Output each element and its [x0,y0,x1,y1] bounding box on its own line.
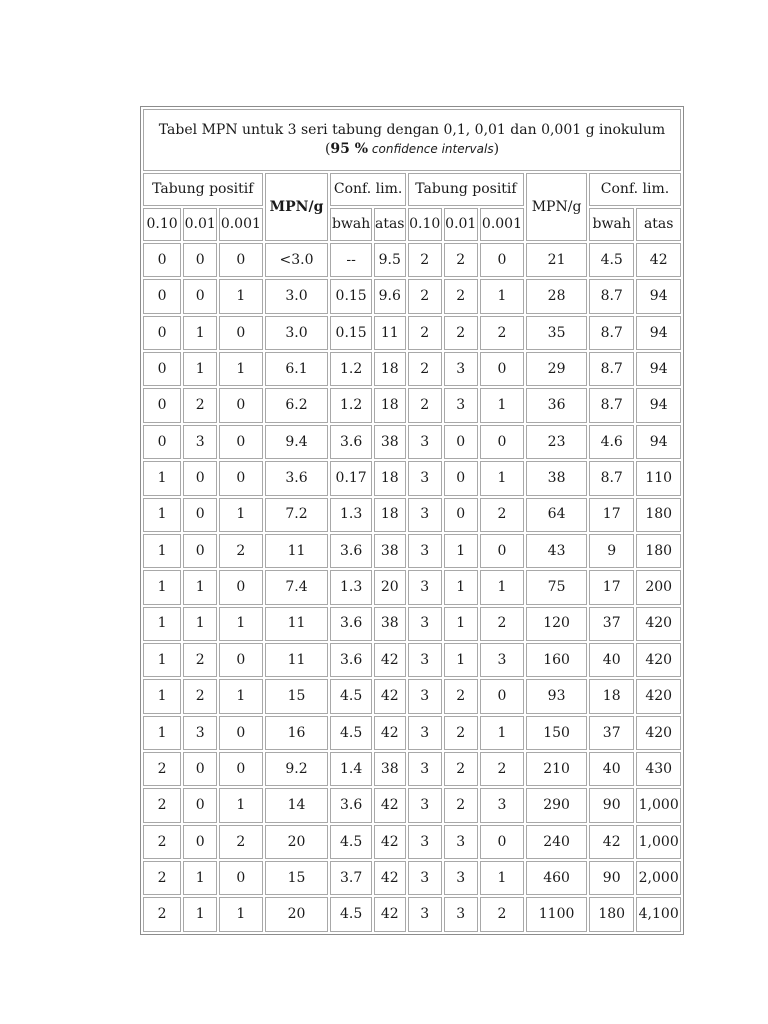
table-cell: 8.7 [589,352,634,386]
table-cell: 90 [589,861,634,895]
table-row [143,279,681,313]
table-cell: 4,100 [636,897,681,932]
table-cell: 1 [219,498,262,532]
table-row [143,825,681,859]
table-cell: 3.6 [265,461,329,495]
table-cell: 42 [374,716,406,750]
table-cell: 0 [143,279,181,313]
subheader-cell: atas [636,208,681,241]
table-cell: 3 [408,607,442,641]
table-cell: 3 [408,861,442,895]
table-cell: 0 [219,461,262,495]
header-mpn-left: MPN/g [265,173,329,241]
table-cell: 3 [408,461,442,495]
table-cell: 0 [143,352,181,386]
table-cell: 9.2 [265,752,329,786]
title-open-paren: ( [324,141,331,157]
table-cell: 3 [408,825,442,859]
table-cell: 1 [219,788,262,822]
table-cell: 1.4 [330,752,371,786]
table-cell: 0 [480,243,524,277]
header-conf-lim-left: Conf. lim. [330,173,405,206]
title-percent: 95 % [330,141,369,157]
table-cell: 1 [183,316,217,350]
table-cell: 420 [636,607,681,641]
mpn-document [140,106,684,935]
table-cell: 0 [444,461,478,495]
table-cell: 4.5 [330,897,371,932]
table-cell: 240 [526,825,587,859]
table-cell: 15 [265,679,329,713]
table-cell: 42 [374,788,406,822]
table-cell: 3 [444,897,478,932]
table-cell: 43 [526,534,587,568]
table-cell: 0 [219,643,262,677]
table-cell: 0 [480,825,524,859]
table-cell: 0 [480,425,524,459]
table-cell: 2 [143,825,181,859]
table-cell: 0 [183,461,217,495]
table-cell: 38 [526,461,587,495]
table-cell: 0 [219,425,262,459]
subheader-cell: 0.01 [444,208,478,241]
table-cell: 1 [143,461,181,495]
table-cell: 2 [219,534,262,568]
table-cell: 2 [444,752,478,786]
table-cell: 1 [143,607,181,641]
table-cell: 2 [408,316,442,350]
table-row [143,716,681,750]
table-row [143,643,681,677]
table-cell: 1 [143,498,181,532]
table-cell: 11 [265,643,329,677]
table-title [143,109,681,171]
table-cell: 17 [589,498,634,532]
table-cell: 290 [526,788,587,822]
table-cell: 0 [444,498,478,532]
table-cell: 3 [444,861,478,895]
table-cell: -- [330,243,371,277]
table-cell: 37 [589,716,634,750]
table-cell: 2 [143,752,181,786]
table-cell: 3.7 [330,861,371,895]
header-mpn-right: MPN/g [526,173,587,241]
table-cell: 3 [480,643,524,677]
table-cell: 2 [444,679,478,713]
table-cell: 0 [219,316,262,350]
table-cell: 1 [143,643,181,677]
table-row [143,861,681,895]
subheader-cell: bwah [589,208,634,241]
table-cell: 180 [636,498,681,532]
table-cell: 7.2 [265,498,329,532]
table-cell: 11 [374,316,406,350]
table-cell: 1 [480,461,524,495]
table-cell: 1 [480,570,524,604]
table-cell: 3.6 [330,643,371,677]
table-cell: 40 [589,752,634,786]
table-cell: 18 [374,352,406,386]
table-cell: 0 [143,425,181,459]
table-cell: 93 [526,679,587,713]
table-cell: 20 [265,825,329,859]
table-cell: 110 [636,461,681,495]
table-cell: 1 [480,861,524,895]
table-cell: 2 [480,498,524,532]
table-cell: 3 [408,752,442,786]
table-cell: 18 [374,461,406,495]
table-cell: 3 [408,679,442,713]
table-cell: 2 [480,316,524,350]
table-cell: 1 [480,716,524,750]
mpn-table [141,107,683,934]
table-cell: 0 [480,679,524,713]
table-cell: 0 [183,534,217,568]
table-cell: 3.6 [330,534,371,568]
table-cell: 94 [636,425,681,459]
table-cell: 1,000 [636,788,681,822]
table-cell: 21 [526,243,587,277]
table-cell: 1.2 [330,388,371,422]
table-cell: 9.6 [374,279,406,313]
table-cell: 2 [143,897,181,932]
table-cell: 23 [526,425,587,459]
table-cell: 0 [219,388,262,422]
table-cell: 3 [408,534,442,568]
table-cell: 200 [636,570,681,604]
table-cell: 0 [183,788,217,822]
table-cell: 2 [444,279,478,313]
table-cell: 420 [636,679,681,713]
table-cell: 0 [183,243,217,277]
table-cell: 9.4 [265,425,329,459]
table-cell: 3 [408,716,442,750]
table-cell: 3 [444,825,478,859]
table-cell: 4.5 [330,825,371,859]
table-cell: 11 [265,607,329,641]
table-cell: 11 [265,534,329,568]
table-cell: 3 [408,425,442,459]
subheader-cell: 0.01 [183,208,217,241]
table-cell: 40 [589,643,634,677]
table-row [143,752,681,786]
title-line-2 [325,140,499,159]
table-row [143,388,681,422]
table-cell: 2 [444,316,478,350]
table-cell: 18 [589,679,634,713]
table-cell: 3 [408,788,442,822]
table-cell: 0 [183,825,217,859]
table-cell: 2 [444,716,478,750]
subheader-cell: 0.10 [143,208,181,241]
table-cell: 8.7 [589,461,634,495]
table-cell: 42 [374,643,406,677]
table-cell: 3.6 [330,788,371,822]
table-cell: 3.6 [330,607,371,641]
table-cell: 0 [219,243,262,277]
table-cell: 6.1 [265,352,329,386]
table-cell: 38 [374,425,406,459]
table-cell: 0 [183,752,217,786]
table-cell: 1.3 [330,570,371,604]
table-cell: <3.0 [265,243,329,277]
table-cell: 0 [219,570,262,604]
table-row [143,316,681,350]
table-cell: 1 [143,716,181,750]
table-cell: 2 [444,243,478,277]
table-cell: 1,000 [636,825,681,859]
table-cell: 8.7 [589,316,634,350]
table-cell: 210 [526,752,587,786]
table-cell: 1 [444,607,478,641]
table-cell: 460 [526,861,587,895]
table-cell: 38 [374,534,406,568]
table-cell: 36 [526,388,587,422]
table-cell: 7.4 [265,570,329,604]
title-confidence: confidence intervals [368,142,494,156]
table-cell: 29 [526,352,587,386]
table-cell: 1 [183,897,217,932]
table-cell: 8.7 [589,388,634,422]
table-cell: 3 [183,425,217,459]
table-row [143,461,681,495]
table-cell: 0 [143,243,181,277]
table-cell: 180 [636,534,681,568]
table-cell: 0.15 [330,279,371,313]
table-cell: 3 [408,897,442,932]
table-cell: 0 [143,316,181,350]
table-cell: 4.5 [330,679,371,713]
table-row [143,352,681,386]
table-cell: 420 [636,716,681,750]
table-row [143,498,681,532]
table-cell: 2 [444,788,478,822]
table-cell: 15 [265,861,329,895]
table-cell: 2 [143,788,181,822]
table-cell: 0 [444,425,478,459]
table-cell: 1 [143,679,181,713]
table-cell: 1 [183,861,217,895]
table-cell: 120 [526,607,587,641]
table-cell: 2 [408,352,442,386]
table-cell: 1 [444,534,478,568]
table-cell: 180 [589,897,634,932]
table-cell: 3 [408,498,442,532]
table-cell: 6.2 [265,388,329,422]
table-row [143,534,681,568]
table-cell: 1 [143,570,181,604]
table-cell: 0 [183,498,217,532]
table-cell: 9 [589,534,634,568]
table-cell: 64 [526,498,587,532]
subheader-cell: 0.001 [480,208,524,241]
table-cell: 38 [374,607,406,641]
table-row [143,788,681,822]
table-cell: 1 [219,679,262,713]
table-cell: 0.15 [330,316,371,350]
table-row [143,607,681,641]
table-cell: 0 [219,716,262,750]
table-cell: 42 [374,897,406,932]
subheader-cell: 0.001 [219,208,262,241]
table-cell: 3.6 [330,425,371,459]
table-cell: 1 [219,897,262,932]
table-cell: 2 [480,752,524,786]
table-cell: 42 [374,861,406,895]
table-cell: 17 [589,570,634,604]
table-cell: 0 [219,752,262,786]
table-cell: 1 [183,570,217,604]
table-cell: 2 [408,243,442,277]
table-cell: 1100 [526,897,587,932]
table-cell: 0 [480,534,524,568]
table-cell: 150 [526,716,587,750]
table-cell: 160 [526,643,587,677]
table-cell: 9.5 [374,243,406,277]
table-cell: 42 [589,825,634,859]
table-cell: 42 [374,825,406,859]
table-cell: 35 [526,316,587,350]
table-cell: 1 [219,279,262,313]
table-cell: 28 [526,279,587,313]
table-cell: 1.3 [330,498,371,532]
table-cell: 1 [183,607,217,641]
table-row [143,425,681,459]
table-cell: 2 [480,607,524,641]
table-row [143,897,681,932]
table-cell: 1 [183,352,217,386]
table-cell: 0 [143,388,181,422]
table-cell: 3.0 [265,316,329,350]
table-cell: 1 [444,570,478,604]
table-cell: 3 [408,570,442,604]
table-cell: 1 [143,534,181,568]
subheader-cell: bwah [330,208,371,241]
table-cell: 18 [374,498,406,532]
table-cell: 94 [636,316,681,350]
table-cell: 1.2 [330,352,371,386]
table-cell: 94 [636,388,681,422]
table-cell: 0 [183,279,217,313]
table-cell: 18 [374,388,406,422]
table-cell: 3 [444,352,478,386]
table-cell: 4.6 [589,425,634,459]
table-cell: 2,000 [636,861,681,895]
table-cell: 4.5 [330,716,371,750]
table-row [143,570,681,604]
table-cell: 3 [444,388,478,422]
table-cell: 20 [265,897,329,932]
table-cell: 2 [183,388,217,422]
table-cell: 14 [265,788,329,822]
table-cell: 2 [408,279,442,313]
title-line-1: Tabel MPN untuk 3 seri tabung dengan 0,1, 0,01 dan 0,001 g inokulum [158,122,666,139]
table-cell: 0 [219,861,262,895]
table-cell: 2 [219,825,262,859]
table-cell: 94 [636,279,681,313]
table-cell: 2 [183,643,217,677]
table-cell: 90 [589,788,634,822]
table-cell: 42 [636,243,681,277]
table-cell: 38 [374,752,406,786]
table-cell: 420 [636,643,681,677]
table-cell: 4.5 [589,243,634,277]
table-row [143,679,681,713]
header-tabung-positif-right: Tabung positif [408,173,524,206]
table-cell: 1 [219,607,262,641]
table-cell: 2 [480,897,524,932]
title-close-paren: ) [493,141,500,157]
header-tabung-positif-left: Tabung positif [143,173,263,206]
table-cell: 1 [480,388,524,422]
table-cell: 2 [183,679,217,713]
table-cell: 3.0 [265,279,329,313]
table-cell: 1 [444,643,478,677]
table-cell: 94 [636,352,681,386]
table-cell: 16 [265,716,329,750]
table-cell: 430 [636,752,681,786]
subheader-cell: atas [374,208,406,241]
table-cell: 1 [219,352,262,386]
table-cell: 42 [374,679,406,713]
table-cell: 37 [589,607,634,641]
table-cell: 75 [526,570,587,604]
table-cell: 20 [374,570,406,604]
header-conf-lim-right: Conf. lim. [589,173,681,206]
table-cell: 3 [183,716,217,750]
subheader-cell: 0.10 [408,208,442,241]
table-cell: 0 [480,352,524,386]
table-row [143,243,681,277]
table-cell: 2 [408,388,442,422]
table-cell: 0.17 [330,461,371,495]
table-cell: 3 [408,643,442,677]
table-cell: 1 [480,279,524,313]
table-cell: 8.7 [589,279,634,313]
table-cell: 3 [480,788,524,822]
table-cell: 2 [143,861,181,895]
